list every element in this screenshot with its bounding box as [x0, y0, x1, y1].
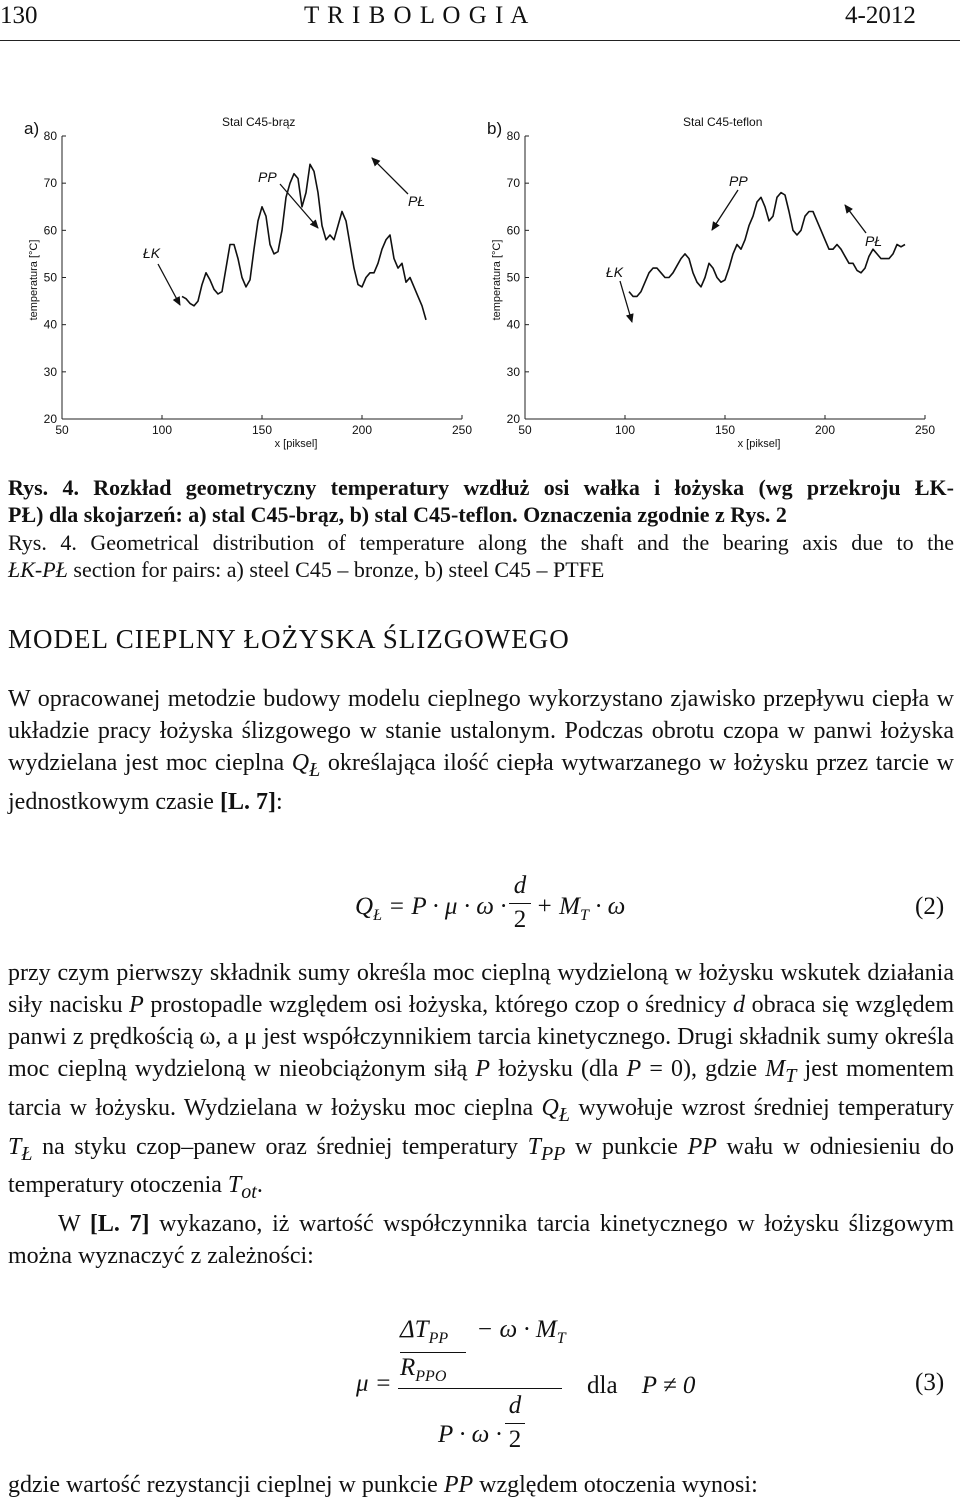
p2-P1: P — [129, 992, 144, 1018]
last-line: gdzie wartość rezystancji cieplnej w punkcie PP względem otoczenia wynosi: — [8, 1472, 758, 1498]
temperature-line — [629, 193, 905, 297]
x-tick-label: 200 — [814, 423, 836, 437]
header-rule — [0, 40, 960, 41]
eq2-mt: + M — [536, 893, 580, 920]
issue-number: 4-2012 — [845, 2, 916, 29]
x-tick-label: 50 — [55, 423, 69, 437]
eq3-condition: dla P ≠ 0 — [587, 1372, 696, 1399]
p2-j: w punkcie — [565, 1133, 688, 1160]
annotation-label: PŁ — [865, 233, 883, 249]
chart-a — [24, 115, 472, 450]
p2-Q-sub: Ł — [558, 1103, 570, 1126]
eq2-fraction-bar — [509, 903, 531, 904]
eq3-inner-fraction: d 2 — [505, 1392, 525, 1454]
caption-en-prefix: Rys. 4. — [8, 530, 77, 555]
page-number: 130 — [0, 2, 38, 29]
caption-pl-line2: PŁ) dla skojarzeń: a) stal C45-brąz, b) stal C45-teflon. Oznaczenia zgodnie z Rys. 2 — [8, 502, 787, 527]
eq2-fraction — [509, 872, 531, 934]
x-tick-label: 250 — [451, 423, 473, 437]
y-tick-label: 80 — [506, 129, 520, 143]
x-tick-label: 150 — [714, 423, 736, 437]
y-tick-label: 50 — [43, 270, 57, 285]
eq3-main-bar — [398, 1388, 562, 1389]
figure — [0, 100, 960, 470]
eq3-denominator: P · ω · — [438, 1421, 502, 1448]
caption-en-section: ŁK-PŁ — [8, 557, 68, 582]
eq2-mt-sub: T — [579, 907, 589, 924]
p2-TPP: T — [527, 1133, 541, 1160]
annotation-arrow — [845, 205, 866, 233]
panel-label: a) — [24, 119, 40, 138]
eq2-rest — [536, 893, 625, 925]
symbol-q-sub: Ł — [309, 758, 321, 781]
p2-k: wału w odniesieniu do temperatury otoczenia — [8, 1133, 954, 1199]
x-axis-label: x [piksel] — [737, 438, 781, 450]
p2-e: łożysku (dla — [490, 1056, 627, 1082]
eq3-r: $R_{PPO}$ — [400, 1354, 447, 1385]
y-tick-label: 50 — [506, 270, 520, 285]
x-tick-label: 250 — [914, 423, 936, 437]
y-tick-label: 60 — [506, 223, 520, 238]
chart-title: Stal C45-brąz — [222, 115, 296, 129]
annotation-label: PŁ — [408, 193, 426, 209]
x-tick-label: 100 — [151, 423, 173, 437]
y-axis-label: temperatura [°C] — [28, 239, 40, 321]
x-tick-label: 200 — [351, 423, 373, 437]
para1-text2: określająca ilość ciepła wytwarzanego w łożysku przez tarcie w jednostkowym czasie — [8, 750, 954, 815]
section-title: MODEL CIEPLNY ŁOŻYSKA ŚLIZGOWEGO — [8, 624, 570, 654]
p2-g: jest momentem tarcia w łożysku. Wydzielana w łożysku moc cieplna — [8, 1056, 954, 1121]
p2-a: przy czym pierwszy składnik sumy określa moc cieplną wydzieloną w łożysku wskutek działania siły nacisku — [8, 960, 954, 1018]
p2-c: obraca się względem panwi z prędkością ω, a μ jest współczynnikiem tarcia kinetycznego. Drugi składnik sumy określa moc cieplną wydzieloną w nieobciążonym siłą — [8, 992, 955, 1082]
eq2-number: (2) — [915, 893, 945, 920]
panel-label: b) — [487, 119, 503, 138]
p2-f: = 0), gdzie — [641, 1056, 766, 1082]
y-tick-label: 40 — [43, 317, 57, 332]
annotation-label: PP — [729, 173, 748, 189]
equation-2 — [355, 893, 506, 925]
paragraph-1 — [8, 683, 954, 818]
p3-ref: [L. 7] — [89, 1211, 150, 1238]
eq3-numerator-top: $\Delta T_{PP} - \omega \cdot M_T$ — [400, 1316, 566, 1347]
p2-h: wywołuje wzrost średniej temperatury — [569, 1094, 954, 1121]
p2-MT-sub: T — [785, 1064, 797, 1087]
annotation-arrow — [620, 281, 632, 322]
temperature-line — [182, 164, 426, 320]
p2-TPP-sub: PP — [540, 1142, 566, 1165]
caption-en — [8, 529, 954, 583]
p2-l: . — [256, 1172, 263, 1199]
y-tick-label: 20 — [43, 412, 57, 426]
eq2-numerator: d — [513, 872, 527, 899]
caption-en-line2: section for pairs: a) steel C45 – bronze, b) steel C45 – PTFE — [67, 557, 605, 582]
chart-b — [487, 115, 935, 450]
p2-P3: P — [626, 1056, 642, 1082]
p2-i: na styku czop–panew oraz średniej temperatury — [32, 1133, 528, 1160]
x-tick-label: 150 — [251, 423, 273, 437]
p2-Tot: T — [227, 1172, 242, 1199]
x-axis-label: x [piksel] — [274, 438, 318, 450]
para1-text3: : — [275, 788, 283, 815]
p2-Q: Q — [541, 1094, 559, 1121]
paragraph-2 — [8, 957, 954, 1272]
journal-name: T R I B O L O G I A — [304, 2, 530, 29]
annotation-label: ŁK — [143, 245, 161, 261]
p2-PP: PP — [687, 1133, 717, 1160]
p2-b: prostopadle względem osi łożyska, którego czop o średnicy — [143, 992, 733, 1018]
p2-P2: P — [475, 1056, 491, 1082]
symbol-q: Q — [291, 750, 310, 776]
para1-text1: W opracowanej metodzie budowy modelu cieplnego wykorzystano zjawisko przepływu ciepła w układzie pracy łożyska ślizgowego w stanie ustalonym. Podczas obrotu czopa w panwi łożyska wydzielana jest moc cieplna — [8, 686, 954, 776]
p2-MT: M — [765, 1056, 786, 1082]
eq2-mid: = P · μ · ω · — [388, 893, 507, 920]
annotation-arrow — [712, 190, 738, 230]
eq3-number: (3) — [915, 1369, 945, 1396]
y-axis-label: temperatura [°C] — [491, 239, 503, 321]
y-tick-label: 60 — [43, 223, 57, 238]
caption-en-line1: Geometrical distribution of temperature along the shaft and the bearing axis due to the — [90, 530, 955, 555]
eq3-mu: μ = — [356, 1370, 392, 1397]
y-tick-label: 30 — [506, 364, 520, 379]
p2-Tot-sub: ot — [241, 1181, 257, 1204]
eq2-end: · ω — [595, 893, 626, 920]
y-tick-label: 30 — [43, 364, 57, 379]
caption-pl-prefix: Rys. 4. — [8, 475, 79, 500]
eq2-lhs: Q — [355, 893, 374, 920]
caption-pl-line1: Rozkład geometryczny temperatury wzdłuż osi wałka i łożyska (wg przekroju ŁK- — [93, 475, 954, 500]
y-tick-label: 70 — [506, 176, 520, 191]
p2-TL-sub: Ł — [21, 1142, 33, 1165]
eq2-denominator: 2 — [513, 906, 527, 933]
p2-d: d — [733, 992, 745, 1018]
y-tick-label: 80 — [43, 129, 57, 143]
y-tick-label: 20 — [506, 412, 520, 426]
p3-a: W — [58, 1211, 90, 1238]
caption-pl — [8, 474, 954, 528]
annotation-label: PP — [258, 169, 277, 185]
x-tick-label: 100 — [614, 423, 636, 437]
eq2-lhs-sub: Ł — [373, 907, 382, 924]
chart-title: Stal C45-teflon — [683, 115, 763, 129]
y-tick-label: 70 — [43, 176, 57, 191]
x-tick-label: 50 — [518, 423, 532, 437]
p2-TL: T — [8, 1133, 22, 1160]
eq3-inner-bar — [400, 1352, 466, 1353]
annotation-arrow — [158, 264, 180, 305]
annotation-arrow — [372, 158, 408, 194]
reference: [L. 7] — [219, 788, 276, 815]
p3-b: wykazano, iż wartość współczynnika tarcia kinetycznego w łożysku ślizgowym można wyznaczyć z zależności: — [8, 1211, 955, 1270]
annotation-label: ŁK — [606, 264, 624, 280]
y-tick-label: 40 — [506, 317, 520, 332]
